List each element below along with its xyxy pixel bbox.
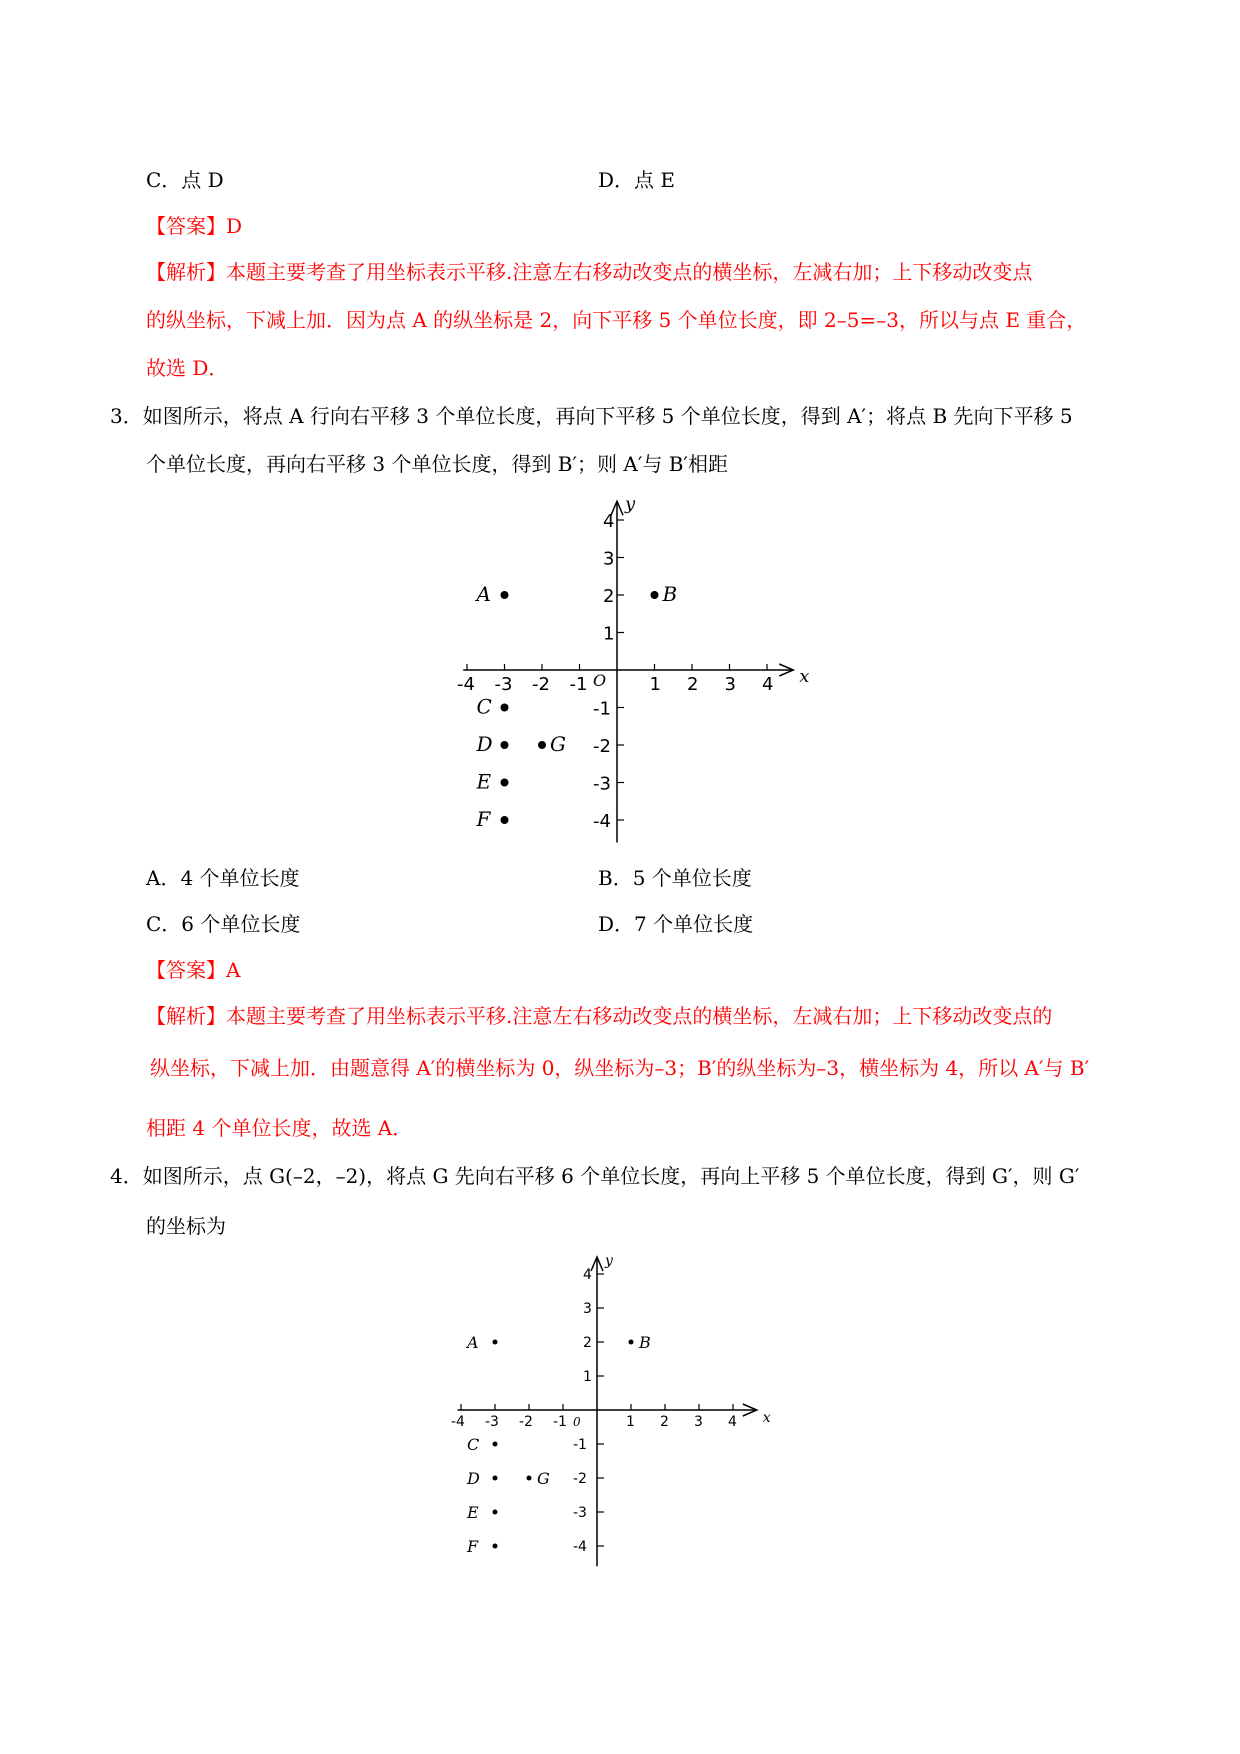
q2-analysis-line-3: 故选 D．	[146, 356, 229, 380]
graph1-point-e	[501, 779, 509, 787]
q3-analysis-line-2: 纵坐标，下减上加．由题意得 A′的横坐标为 0，纵坐标为–3；B′的纵坐标为–3，横坐标为 4，所以 A′与 B′	[150, 1056, 1090, 1080]
q3-answer: 【答案】A	[146, 958, 241, 982]
graph1-x-tick-label: 1	[649, 674, 661, 695]
q4-coordinate-graph	[440, 1253, 800, 1570]
graph2-y-tick-label: -1	[573, 1437, 587, 1453]
graph1-y-tick-label: -3	[593, 773, 611, 795]
graph1-x-tick-label: -1	[569, 674, 588, 695]
graph2-x-tick-label: 2	[660, 1414, 669, 1430]
graph1-point-label-g: G	[550, 732, 566, 756]
q3-option-d: D．7 个单位长度	[598, 912, 754, 936]
graph1-x-tick-label: -2	[532, 674, 550, 695]
graph2-point-label-d: D	[467, 1469, 480, 1488]
graph2-y-tick-label: 3	[583, 1301, 592, 1317]
graph1-y-tick-label: -4	[593, 811, 611, 832]
graph1-point-g	[538, 741, 546, 749]
graph1-point-d	[501, 741, 509, 749]
graph1-point-a	[501, 591, 509, 599]
graph2-y-tick-label: 1	[583, 1369, 592, 1385]
q2-answer: 【答案】D	[146, 214, 243, 238]
graph2-point-label-b: B	[639, 1333, 651, 1352]
graph2-point-label-c: C	[467, 1435, 480, 1454]
q3-option-a: A．4 个单位长度	[146, 866, 300, 890]
graph2-origin-label: 0	[573, 1415, 581, 1429]
graph2-point-g	[527, 1476, 532, 1481]
graph2-point-f	[493, 1544, 498, 1549]
q3-analysis-line-3: 相距 4 个单位长度，故选 A．	[146, 1116, 413, 1140]
graph1-point-label-e: E	[476, 769, 492, 794]
graph1-point-f	[501, 816, 509, 824]
graph1-point-label-b: B	[662, 582, 678, 606]
graph1-point-c	[501, 704, 509, 712]
graph2-x-tick-label: -2	[519, 1414, 533, 1430]
q2-option-c: C．点 D	[146, 168, 224, 192]
q2-option-d: D．点 E	[598, 168, 675, 192]
graph1-point-label-c: C	[476, 694, 492, 719]
graph1-x-tick-label: 3	[724, 674, 736, 695]
graph2-point-e	[493, 1510, 498, 1515]
graph2-y-tick-label: 2	[583, 1335, 592, 1351]
graph1-y-axis-label: y	[625, 493, 636, 515]
graph2-y-tick-label: -4	[573, 1539, 587, 1555]
graph2-point-a	[493, 1340, 498, 1345]
q3-analysis-line-1: 【解析】本题主要考查了用坐标表示平移.注意左右移动改变点的横坐标，左减右加；上下移动改变点的	[146, 1004, 1053, 1028]
graph1-x-tick-label: 4	[762, 674, 774, 695]
graph1-y-tick-label: 1	[603, 623, 615, 645]
graph2-x-tick-label: -1	[553, 1414, 567, 1430]
graph1-y-tick-label: 4	[603, 511, 615, 532]
graph2-x-tick-label: -4	[451, 1414, 465, 1430]
q3-option-c: C．6 个单位长度	[146, 912, 301, 936]
q4-stem-line-1: 4．如图所示，点 G(–2，–2)，将点 G 先向右平移 6 个单位长度，再向上平移 5 个单位长度，得到 G′，则 G′	[110, 1164, 1080, 1188]
graph1-x-axis-label: x	[799, 666, 810, 687]
q2-analysis-line-1: 【解析】本题主要考查了用坐标表示平移.注意左右移动改变点的横坐标，左减右加；上下移动改变点	[146, 260, 1033, 284]
graph2-x-tick-label: 4	[728, 1414, 737, 1430]
graph1-x-tick-label: 2	[687, 674, 699, 695]
graph2-x-axis-label: x	[762, 1410, 771, 1426]
graph1-point-b	[651, 591, 659, 599]
graph2-point-c	[493, 1442, 498, 1447]
graph2-point-d	[493, 1476, 498, 1481]
graph2-y-tick-label: -2	[573, 1471, 587, 1487]
graph2-point-b	[629, 1340, 634, 1345]
graph1-x-tick-label: -4	[457, 674, 475, 695]
q3-option-b: B．5 个单位长度	[598, 866, 752, 890]
graph2-y-tick-label: 4	[583, 1267, 592, 1283]
q2-analysis-line-2: 的纵坐标，下减上加．因为点 A 的纵坐标是 2，向下平移 5 个单位长度，即 2–5=–3，所以与点 E 重合，	[146, 308, 1087, 332]
graph1-point-label-d: D	[476, 732, 493, 756]
graph1-origin-label: O	[593, 671, 607, 690]
graph1-point-label-a: A	[476, 582, 491, 606]
graph1-point-label-f: F	[476, 807, 491, 831]
q3-coordinate-graph	[440, 480, 820, 840]
graph1-y-tick-label: 2	[603, 586, 615, 607]
graph1-x-tick-label: -3	[494, 674, 513, 695]
graph2-y-tick-label: -3	[573, 1505, 587, 1521]
graph2-point-label-a: A	[467, 1333, 479, 1352]
graph1-y-tick-label: -1	[593, 698, 611, 720]
graph2-x-tick-label: -3	[485, 1414, 499, 1430]
q3-stem-line-1: 3．如图所示，将点 A 行向右平移 3 个单位长度，再向下平移 5 个单位长度，得到 A′；将点 B 先向下平移 5	[110, 404, 1073, 428]
q4-stem-line-2: 的坐标为	[146, 1214, 226, 1238]
graph2-point-label-g: G	[537, 1469, 550, 1488]
graph1-y-tick-label: 3	[603, 548, 615, 570]
graph2-point-label-e: E	[467, 1503, 479, 1522]
graph2-x-tick-label: 3	[694, 1414, 703, 1430]
graph2-y-axis-label: y	[605, 1253, 613, 1269]
graph2-x-tick-label: 1	[626, 1414, 635, 1430]
graph1-y-tick-label: -2	[593, 736, 611, 757]
graph2-point-label-f: F	[467, 1537, 479, 1556]
q3-stem-line-2: 个单位长度，再向右平移 3 个单位长度，得到 B′；则 A′与 B′相距	[146, 452, 728, 476]
